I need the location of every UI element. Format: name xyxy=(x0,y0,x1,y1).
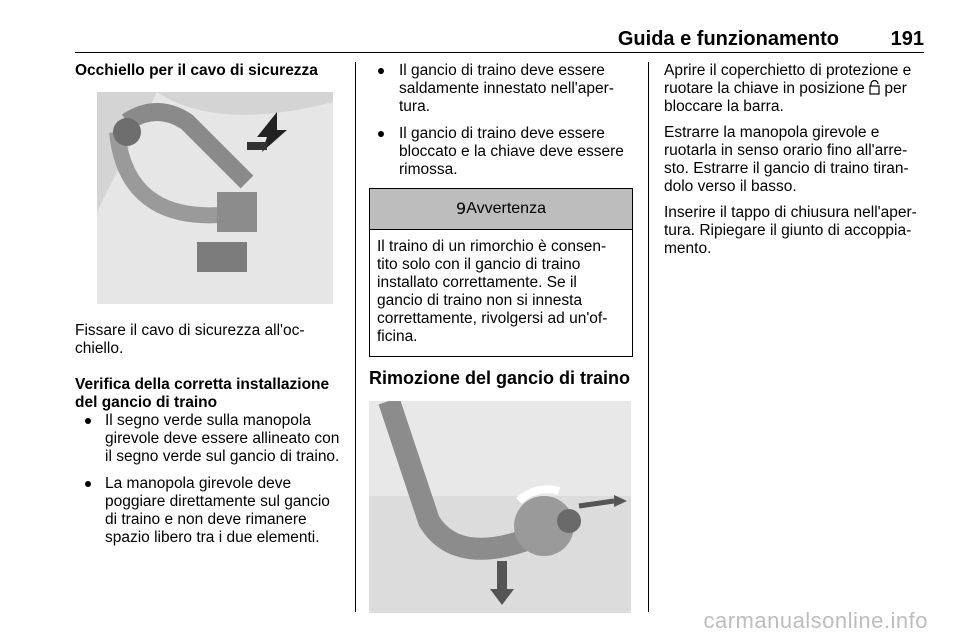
paragraph: Inserire il tappo di chiusura nell'aper-tura. Ripiegare il giunto di accoppia-mento. xyxy=(664,204,917,257)
paragraph: Estrarre la manopola girevole e ruotarla in senso orario fino all'arre-sto. Estrarre il gancio di traino tiran-dolo verso il basso. xyxy=(664,124,909,195)
warning-title: Avvertenza xyxy=(466,200,546,217)
paragraph xyxy=(664,62,929,116)
bullet-icon xyxy=(378,68,384,74)
list-item xyxy=(75,412,345,466)
warning-body: Il traino di un rimorchio è consen-tito solo con il gancio di traino installato correttamente. Se il gancio di traino non si innesta correttamente, rivolgersi ad un'of-ficina. xyxy=(377,238,608,345)
column-divider xyxy=(648,62,649,612)
section-title: Rimozione del gancio di traino xyxy=(369,368,631,388)
list-item-text: Il segno verde sulla manopola girevole deve essere allineato con il segno verde sul gancio di traino. xyxy=(105,412,340,465)
checklist-continued xyxy=(369,62,634,179)
page-number: 191 xyxy=(890,28,924,50)
tow-hook-eye-image xyxy=(97,92,333,304)
list-item xyxy=(75,475,345,547)
column-right xyxy=(664,62,929,258)
header-title: Guida e funzionamento xyxy=(617,28,839,50)
list-item xyxy=(369,62,634,116)
subheading: Verifica della corretta installazione del gancio di traino xyxy=(75,376,330,411)
list-item xyxy=(369,125,634,179)
unlock-icon xyxy=(869,80,880,95)
bullet-icon xyxy=(378,131,384,137)
list-item-text: La manopola girevole deve poggiare direttamente sul gancio di traino e non deve rimanere spazio libero tra i due elementi. xyxy=(105,475,330,546)
column-left xyxy=(75,62,345,556)
warning-box xyxy=(369,188,633,357)
paragraph: Fissare il cavo di sicurezza all'oc-chiello. xyxy=(75,322,305,357)
page-header xyxy=(75,26,924,53)
column-middle xyxy=(369,62,634,613)
warning-header xyxy=(370,189,632,230)
column-divider xyxy=(355,62,356,612)
paragraph-part: per bloccare la barra. xyxy=(664,80,907,115)
list-item-text: Il gancio di traino deve essere bloccato e la chiave deve essere rimossa. xyxy=(399,125,624,178)
list-item-text: Il gancio di traino deve essere saldamente innestato nell'aper-tura. xyxy=(399,62,614,115)
paragraph-part: Aprire il coperchietto di protezione e ruotare la chiave in posizione xyxy=(664,62,912,97)
section-heading: Occhiello per il cavo di sicurezza xyxy=(75,62,318,79)
warning-icon: 9 xyxy=(456,199,467,218)
bullet-icon xyxy=(85,418,91,424)
checklist xyxy=(75,412,345,547)
tow-hook-removal-image xyxy=(369,401,631,613)
watermark: carmanualsonline.info xyxy=(703,608,928,633)
bullet-icon xyxy=(85,481,91,487)
